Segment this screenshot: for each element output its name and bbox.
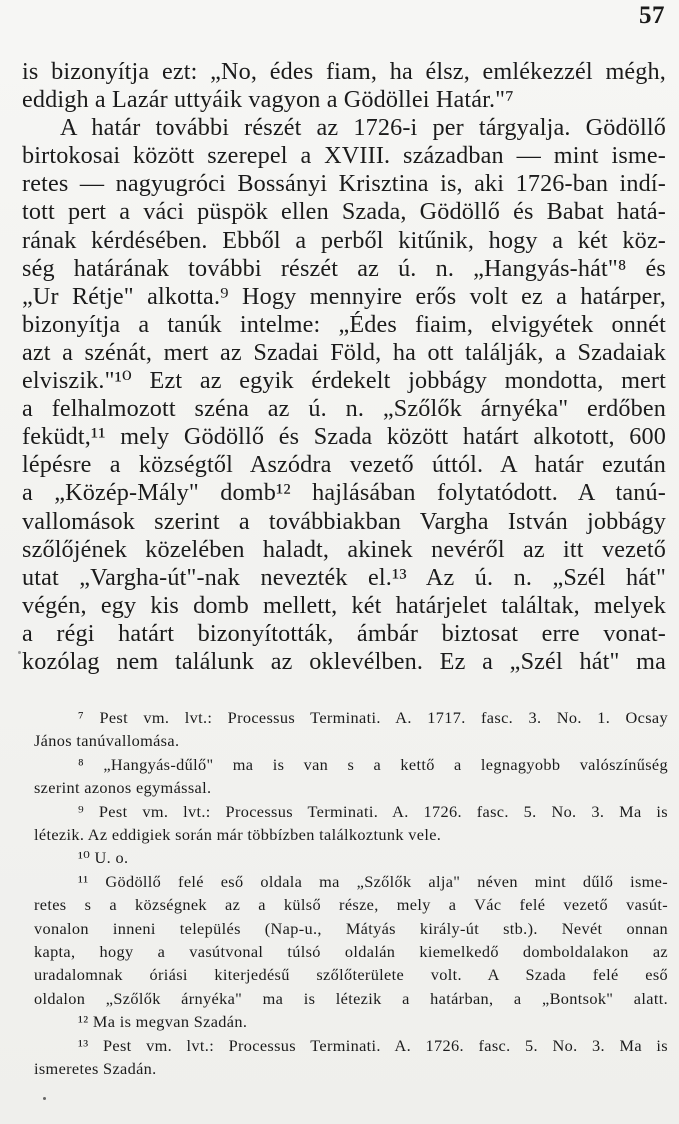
footnote-line: uradalomnak óriási kiterjedésű szőlőterülete volt. A Szada felé eső: [34, 965, 668, 985]
footnote-line: ismeretes Szadán.: [34, 1059, 157, 1079]
main-line: a „Közép-Mály" domb¹² hajlásában folytatódott. A tanú-: [22, 479, 666, 507]
main-line: azt a szénát, mert az Szadai Föld, ha ott találják, a Szadaiak: [22, 338, 666, 366]
main-line: eddigh a Lazár uttyáik vagyon a Gödöllei Határ."⁷: [22, 86, 514, 114]
print-speck: [43, 1097, 46, 1100]
main-line: szőlőjének közelében haladt, akinek nevéről az itt vezető: [22, 535, 666, 563]
main-body-text: [22, 58, 666, 676]
footnote-line: létezik. Az eddigiek során már többízben találkoztunk vele.: [34, 825, 442, 845]
footnote-line: ⁹ Pest vm. lvt.: Processus Terminati. A. 1726. fasc. 5. No. 3. Ma is: [78, 801, 668, 821]
footnote-line: ¹⁰ U. o.: [78, 848, 129, 868]
main-line: „Ur Rétje" alkotta.⁹ Hogy mennyire erős volt ez a határper,: [22, 282, 666, 310]
main-line: retes — nagyugróci Bossányi Krisztina is, aki 1726-ban indí-: [22, 170, 666, 198]
main-line: vallomások szerint a továbbiakban Vargha István jobbágy: [22, 507, 666, 535]
footnote-line: vonalon inneni település (Nap-u., Mátyás király-út stb.). Nevét onnan: [34, 918, 668, 938]
main-line: A határ további részét az 1726-i per tárgyalja. Gödöllő: [60, 114, 666, 142]
print-speck: [18, 651, 21, 654]
page-number: 57: [639, 2, 665, 29]
main-line: tott pert a váci püspök ellen Szada, Gödöllő és Babat hatá-: [22, 198, 666, 226]
main-line: bizonyítja a tanúk intelme: „Édes fiaim, elvigyétek onnét: [22, 310, 666, 338]
footnote-line: János tanúvallomása.: [34, 731, 180, 751]
main-line: végén, egy kis domb mellett, két határjelet találtak, melyek: [22, 591, 666, 619]
main-line: kozólag nem találunk az oklevélben. Ez a „Szél hát" ma: [22, 647, 666, 675]
footnote-line: ⁷ Pest vm. lvt.: Processus Terminati. A. 1717. fasc. 3. No. 1. Ocsay: [78, 708, 668, 727]
footnote-line: ⁸ „Hangyás-dűlő" ma is van s a kettő a legnagyobb valószínűség: [78, 754, 668, 774]
main-line: ség határának további részét az ú. n. „Hangyás-hát"⁸ és: [22, 254, 666, 282]
footnote-line: ¹¹ Gödöllő felé eső oldala ma „Szőlők alja" néven mint dűlő isme-: [78, 871, 668, 891]
main-line: rának kérdésében. Ebből a perből kitűnik, hogy a két köz-: [22, 226, 666, 254]
footnote-line: oldalon „Szőlők árnyéka" ma is létezik a határban, a „Bontsok" alatt.: [34, 988, 668, 1008]
footnotes: [34, 706, 668, 1081]
main-line: feküdt,¹¹ mely Gödöllő és Szada között határt alkotott, 600: [22, 423, 666, 451]
main-line: elviszik."¹⁰ Ezt az egyik érdekelt jobbágy mondotta, mert: [22, 367, 666, 395]
main-line: a régi határt bizonyították, ámbár biztosat erre vonat-: [22, 619, 666, 647]
footnote-line: ¹² Ma is megvan Szadán.: [78, 1012, 248, 1032]
main-line: is bizonyítja ezt: „No, édes fiam, ha élsz, emlékezzél mégh,: [22, 58, 666, 85]
main-line: lépésre a községtől Aszódra vezető úttól. A határ ezután: [22, 451, 666, 479]
main-line: utat „Vargha-út"-nak nevezték el.¹³ Az ú. n. „Szél hát": [22, 563, 666, 591]
main-line: birtokosai között szerepel a XVIII. században — mint isme-: [22, 142, 666, 170]
footnote-line: ¹³ Pest vm. lvt.: Processus Terminati. A. 1726. fasc. 5. No. 3. Ma is: [78, 1035, 668, 1055]
footnote-line: kapta, hogy a vasútvonal túlsó oldalán kiemelkedő domboldalakon az: [34, 942, 668, 962]
main-line: a felhalmozott széna az ú. n. „Szőlők árnyéka" erdőben: [22, 395, 666, 423]
footnote-line: szerint azonos egymással.: [34, 778, 212, 798]
footnote-line: retes s a községnek az a külső része, mely a Vác felé vezető vasút-: [34, 895, 668, 915]
